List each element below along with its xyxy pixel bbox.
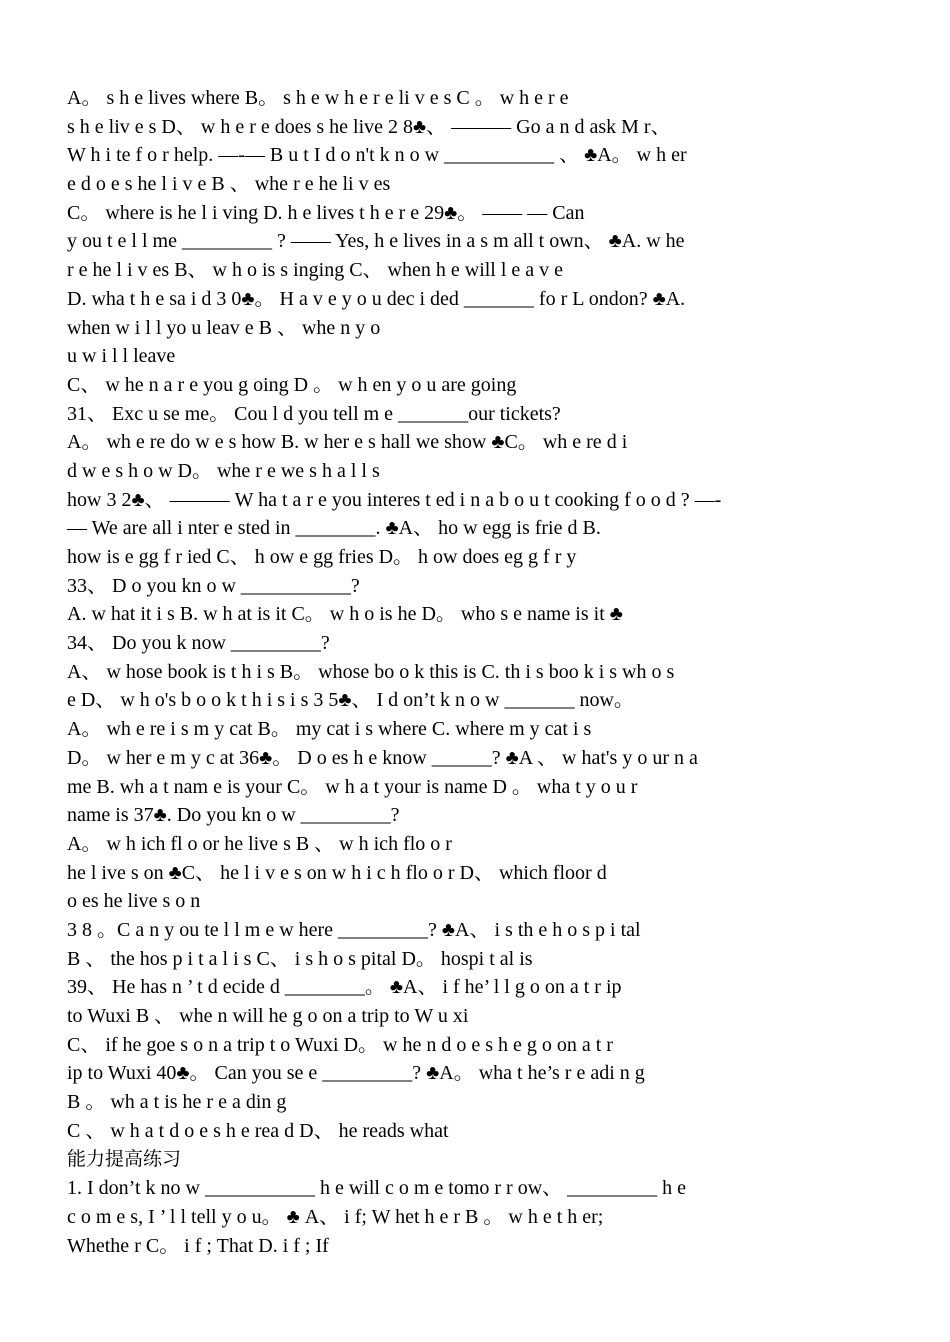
text-line: C 、 w h a t d o e s h e rea d D、 he reads what <box>67 1119 449 1142</box>
text-line: s h e liv e s D、 w h e r e does s he live 2 8♣、 ——— Go a n d ask M r、 <box>67 115 671 138</box>
text-line: name is 37♣. Do you kn o w _________? <box>67 804 400 827</box>
document-page <box>67 84 897 1260</box>
text-line: Whethe r C。 i f ; That D. i f ; If <box>67 1234 329 1257</box>
text-line: how is e gg f r ied C、 h ow e gg fries D。 h ow does eg g f r y <box>67 546 577 568</box>
text-line: he l ive s on ♣C、 he l i v e s on w h i c h flo o r D、 which floor d <box>67 861 607 884</box>
text-line: 31、 Exc u se me。 Cou l d you tell m e _______our tickets? <box>67 402 561 425</box>
text-line: W h i te f o r help. —-— B u t I d o n't k n o w ___________ 、 ♣A。 w h er <box>67 144 687 167</box>
text-line: C、 w he n a r e you g oing D 。 w h en y o u are going <box>67 373 517 396</box>
text-line: o es he live s o n <box>67 890 201 913</box>
text-line: A、 w hose book is t h i s B。 whose bo o k this is C. th i s boo k i s wh o s <box>67 660 675 683</box>
text-line: d w e s h o w D。 whe r e we s h a l l s <box>67 459 380 482</box>
text-line: to Wuxi B 、 whe n will he g o on a trip to W u xi <box>67 1005 469 1027</box>
text-line: C。 where is he l i ving D. h e lives t h e r e 29♣。 —— — Can <box>67 201 585 224</box>
text-line: B 、 the hos p i t a l i s C、 i s h o s pital D。 hospi t al is <box>67 947 533 970</box>
text-line: A. w hat it i s B. w h at is it C。 w h o is he D。 who s e name is it ♣ <box>67 603 623 626</box>
text-line: 3 8 。C a n y ou te l l m e w here _________? ♣A、 i s th e h o s p i tal <box>67 918 641 941</box>
text-line: A。 s h e lives where B。 s h e w h e r e li v e s C 。 w h e r e <box>67 87 569 109</box>
text-line: B 。 wh a t is he r e a din g <box>67 1091 287 1114</box>
text-line: — We are all i nter e sted in ________. ♣A、 ho w egg is frie d B. <box>67 517 601 540</box>
text-line: A。 wh e re i s m y cat B。 my cat i s where C. where m y cat i s <box>67 718 592 741</box>
text-line: c o m e s, I ’ l l tell y o u。 ♣ A、 i f; W het h e r B 。 w h e t h er; <box>67 1205 604 1228</box>
text-line: y ou t e l l me _________ ? —— Yes, h e lives in a s m all t own、 ♣A. w he <box>67 230 685 253</box>
section-heading: 能力提高练习 <box>67 1148 182 1171</box>
text-line: ip to Wuxi 40♣。 Can you se e _________? ♣A。 wha t he’s r e adi n g <box>67 1062 645 1085</box>
text-line: A。 w h ich fl o or he live s B 、 w h ich flo o r <box>67 832 452 855</box>
text-line: e D、 w h o's b o o k t h i s i s 3 5♣、 I d on’t k n o w _______ now。 <box>67 689 634 712</box>
text-line: 33、 D o you kn o w ___________? <box>67 574 360 597</box>
text-line: when w i l l yo u leav e B 、 whe n y o <box>67 316 381 339</box>
text-line: D. wha t h e sa i d 3 0♣。 H a v e y o u dec i ded _______ fo r L ondon? ♣A. <box>67 287 686 310</box>
text-line: C、 if he goe s o n a trip t o Wuxi D。 w he n d o e s h e g o on a t r <box>67 1033 613 1056</box>
text-line: 1. I don’t k no w ___________ h e will c o m e tomo r r ow、 _________ h e <box>67 1177 687 1200</box>
text-line: 34、 Do you k now _________? <box>67 632 330 655</box>
text-line: me B. wh a t nam e is your C。 w h a t your is name D 。 wha t y o u r <box>67 775 638 798</box>
text-line: u w i l l leave <box>67 345 176 368</box>
text-line: 39、 He has n ’ t d ecide d ________。 ♣A、 i f he’ l l g o on a t r ip <box>67 976 622 999</box>
text-line: A。 wh e re do w e s how B. w her e s hall we show ♣C。 wh e re d i <box>67 431 628 454</box>
text-line: e d o e s he l i v e B 、 whe r e he li v es <box>67 173 391 196</box>
text-line: D。 w her e m y c at 36♣。 D o es h e know ______? ♣A 、 w hat's y o ur n a <box>67 746 698 769</box>
text-line: r e he l i v es B、 w h o is s inging C、 when h e will l e a v e <box>67 259 564 282</box>
text-line: how 3 2♣、 ——— W ha t a r e you interes t ed i n a b o u t cooking f o o d ? —- <box>67 488 722 511</box>
